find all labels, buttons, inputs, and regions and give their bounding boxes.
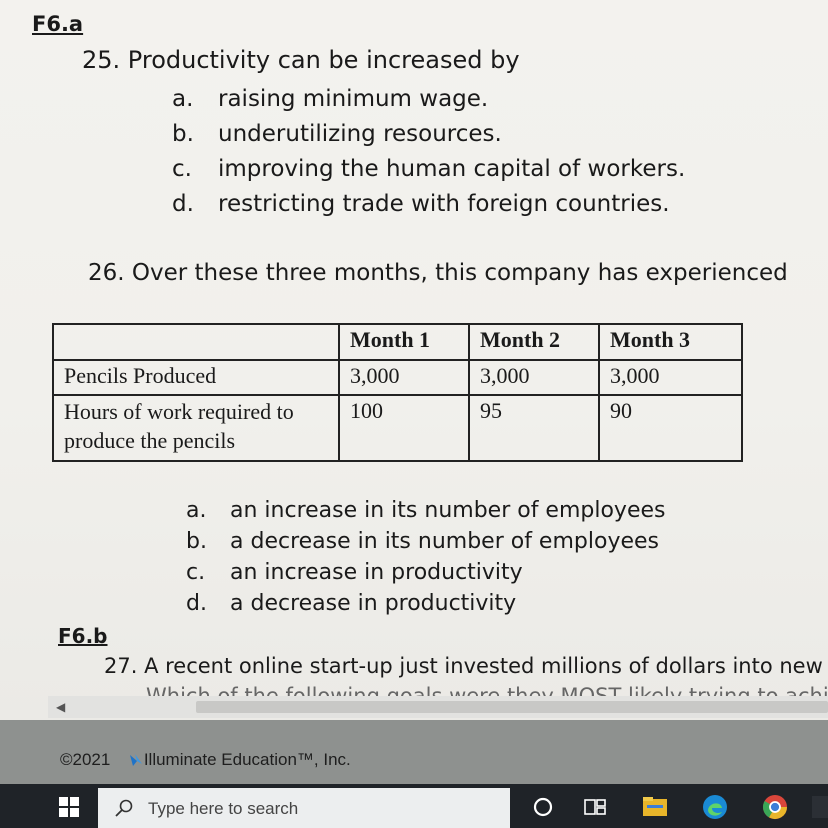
table-header-row	[53, 324, 742, 360]
q25-option-a[interactable]	[172, 86, 488, 112]
company-name: Illuminate Education™, Inc.	[143, 750, 351, 769]
q25-option-d[interactable]	[172, 191, 670, 217]
section-a-heading: F6.a	[32, 12, 84, 36]
table-cell: Hours of work required to produce the pencils	[53, 395, 339, 461]
app-icon[interactable]	[812, 792, 828, 822]
q26-option-b[interactable]	[186, 529, 659, 554]
file-explorer-icon[interactable]	[640, 792, 670, 822]
table-cell: 3,000	[469, 360, 599, 396]
option-letter: a.	[186, 498, 207, 523]
search-placeholder: Type here to search	[148, 799, 299, 818]
table-cell: 100	[339, 395, 469, 461]
table-cell: 3,000	[339, 360, 469, 396]
option-letter: c.	[172, 156, 192, 182]
question-25-stem: 25. Productivity can be increased by	[82, 46, 520, 74]
task-view-icon[interactable]	[580, 792, 610, 822]
option-letter: b.	[172, 121, 194, 147]
edge-browser-icon[interactable]	[700, 792, 730, 822]
option-text: underutilizing resources.	[218, 121, 502, 147]
table-header-cell	[53, 324, 339, 360]
table-cell: Pencils Produced	[53, 360, 339, 396]
option-letter: b.	[186, 529, 207, 554]
table-cell: 95	[469, 395, 599, 461]
copyright-line	[60, 750, 351, 770]
option-text: a decrease in productivity	[230, 591, 517, 616]
section-b-heading: F6.b	[58, 624, 108, 648]
option-text: a decrease in its number of employees	[230, 529, 659, 554]
table-header-cell: Month 1	[339, 324, 469, 360]
q26-option-a[interactable]	[186, 498, 666, 523]
q25-option-c[interactable]	[172, 156, 685, 182]
scroll-left-icon[interactable]: ◀	[56, 700, 66, 714]
option-letter: c.	[186, 560, 206, 585]
option-letter: a.	[172, 86, 194, 112]
table-row	[53, 395, 742, 461]
chrome-browser-icon[interactable]	[760, 792, 790, 822]
option-letter: d.	[172, 191, 194, 217]
windows-start-icon[interactable]	[58, 796, 80, 818]
table-header-cell: Month 2	[469, 324, 599, 360]
option-text: improving the human capital of workers.	[218, 156, 686, 182]
copyright-year: ©2021	[60, 750, 111, 769]
question-27-stem: 27. A recent online start-up just invested millions of dollars into new	[104, 654, 823, 678]
q26-option-c[interactable]	[186, 560, 523, 585]
q26-option-d[interactable]	[186, 591, 516, 616]
horizontal-scrollbar[interactable]	[48, 696, 828, 718]
option-text: raising minimum wage.	[218, 86, 489, 112]
production-table	[52, 323, 743, 462]
illuminate-logo-icon	[128, 752, 144, 768]
taskbar-search-box[interactable]	[98, 788, 510, 828]
option-letter: d.	[186, 591, 207, 616]
table-row	[53, 360, 742, 396]
option-text: restricting trade with foreign countries.	[218, 191, 670, 217]
cortana-icon[interactable]	[528, 792, 558, 822]
question-26-stem: 26. Over these three months, this company has experienced	[88, 260, 788, 286]
table-cell: 90	[599, 395, 742, 461]
scrollbar-thumb[interactable]	[196, 701, 828, 713]
option-text: an increase in its number of employees	[230, 498, 666, 523]
search-icon	[114, 798, 134, 818]
q25-option-b[interactable]	[172, 121, 502, 147]
table-header-cell: Month 3	[599, 324, 742, 360]
page-footer	[0, 720, 828, 784]
windows-taskbar	[0, 784, 828, 828]
table-cell: 3,000	[599, 360, 742, 396]
option-text: an increase in productivity	[230, 560, 523, 585]
